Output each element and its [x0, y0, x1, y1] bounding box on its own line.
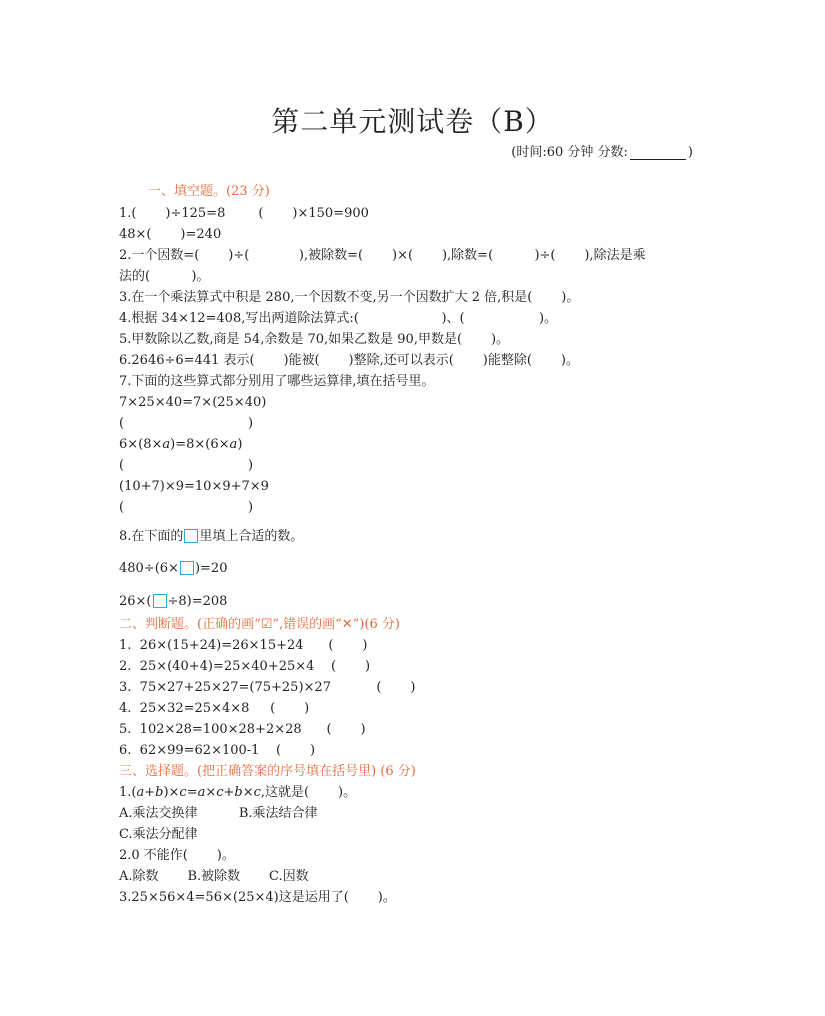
q8-part1: 8.在下面的 — [119, 529, 184, 544]
question-7: 7.下面的这些算式都分别用了哪些运算律,填在括号里。 — [119, 374, 435, 389]
check-mark-icon: ☑ — [260, 617, 273, 632]
section-choice: 三、选择题。(把正确答案的序号填在括号里) (6 分) — [119, 764, 416, 779]
judge-1: 1. 26×(15+24)=26×15+24 ( ) — [119, 638, 368, 653]
section-true-false — [119, 617, 400, 633]
q8-part2: 里填上合适的数。 — [199, 529, 304, 544]
score-blank[interactable] — [630, 145, 686, 160]
q8a-part2: )=20 — [194, 561, 228, 576]
c1-part5: ,这就是( )。 — [260, 785, 357, 800]
choice-1 — [119, 785, 356, 801]
question-7b — [119, 437, 242, 453]
var-a: a — [229, 437, 238, 452]
var-a: a — [162, 437, 171, 452]
question-8b — [119, 594, 227, 610]
section-true-false-rest: ”,错误的画“✕”)(6 分) — [272, 617, 400, 632]
c1-part3: )× — [163, 785, 180, 800]
choice-2: 2.0 不能作( )。 — [119, 848, 235, 863]
q7b-part2: )=8×(6× — [170, 437, 230, 452]
time-score-close: ) — [687, 145, 693, 160]
answer-7b: ( ) — [119, 458, 254, 473]
judge-5: 5. 102×28=100×28+2×28 ( ) — [119, 722, 366, 737]
section-true-false-label: 二、判断题。(正确的画“ — [119, 617, 261, 632]
c1-part1: 1.( — [119, 785, 137, 800]
q8a-part1: 480÷(6× — [119, 561, 179, 576]
question-1b: 48×( )=240 — [119, 227, 222, 242]
q7b-part3: ) — [237, 437, 243, 452]
judge-3: 3. 75×27+25×27=(75+25)×27 ( ) — [119, 680, 416, 695]
question-8 — [119, 529, 303, 545]
question-2a: 2.一个因数=( )÷( ),被除数=( )×( ),除数=( )÷( ),除法是乘 — [119, 248, 646, 263]
choice-3: 3.25×56×4=56×(25×4)这是运用了( )。 — [119, 890, 396, 905]
judge-4: 4. 25×32=25×4×8 ( ) — [119, 701, 310, 716]
answer-7c: ( ) — [119, 500, 254, 515]
section-fill-blank: 一、填空题。(23 分) — [148, 184, 270, 199]
question-3: 3.在一个乘法算式中积是 280,一个因数不变,另一个因数扩大 2 倍,积是( )。 — [119, 290, 580, 305]
question-5: 5.甲数除以乙数,商是 54,余数是 70,如果乙数是 90,甲数是( )。 — [119, 332, 510, 347]
judge-2: 2. 25×(40+4)=25×40+25×4 ( ) — [119, 659, 371, 674]
blank-box[interactable] — [153, 594, 167, 608]
question-7c: (10+7)×9=10×9+7×9 — [119, 479, 269, 494]
blank-box — [184, 529, 198, 543]
c1-expr-ab: a+b — [136, 785, 164, 800]
q8b-part1: 26×( — [119, 594, 152, 609]
c1-expr: c=a×c+b×c — [179, 785, 261, 800]
blank-box[interactable] — [180, 561, 194, 575]
choice-1-options-ab: A.乘法交换律 B.乘法结合律 — [119, 806, 318, 821]
q8b-part2: ÷8)=208 — [167, 594, 228, 609]
answer-7a: ( ) — [119, 416, 254, 431]
q7b-part1: 6×(8× — [119, 437, 163, 452]
question-4: 4.根据 34×12=408,写出两道除法算式:( )、( )。 — [119, 311, 558, 326]
question-1a: 1.( )÷125=8 ( )×150=900 — [119, 206, 369, 221]
choice-2-options: A.除数 B.被除数 C.因数 — [119, 869, 309, 884]
question-6: 6.2646÷6=441 表示( )能被( )整除,还可以表示( )能整除( )。 — [119, 353, 579, 368]
question-8a — [119, 561, 227, 577]
time-score-info — [511, 141, 693, 160]
question-7a: 7×25×40=7×(25×40) — [119, 395, 267, 410]
choice-1-option-c: C.乘法分配律 — [119, 827, 198, 842]
judge-6: 6. 62×99=62×100-1 ( ) — [119, 743, 316, 758]
question-2b: 法的( )。 — [119, 269, 210, 284]
time-score-label: (时间:60 分钟 分数: — [511, 145, 628, 160]
page-title: 第二单元测试卷（B） — [271, 105, 554, 138]
